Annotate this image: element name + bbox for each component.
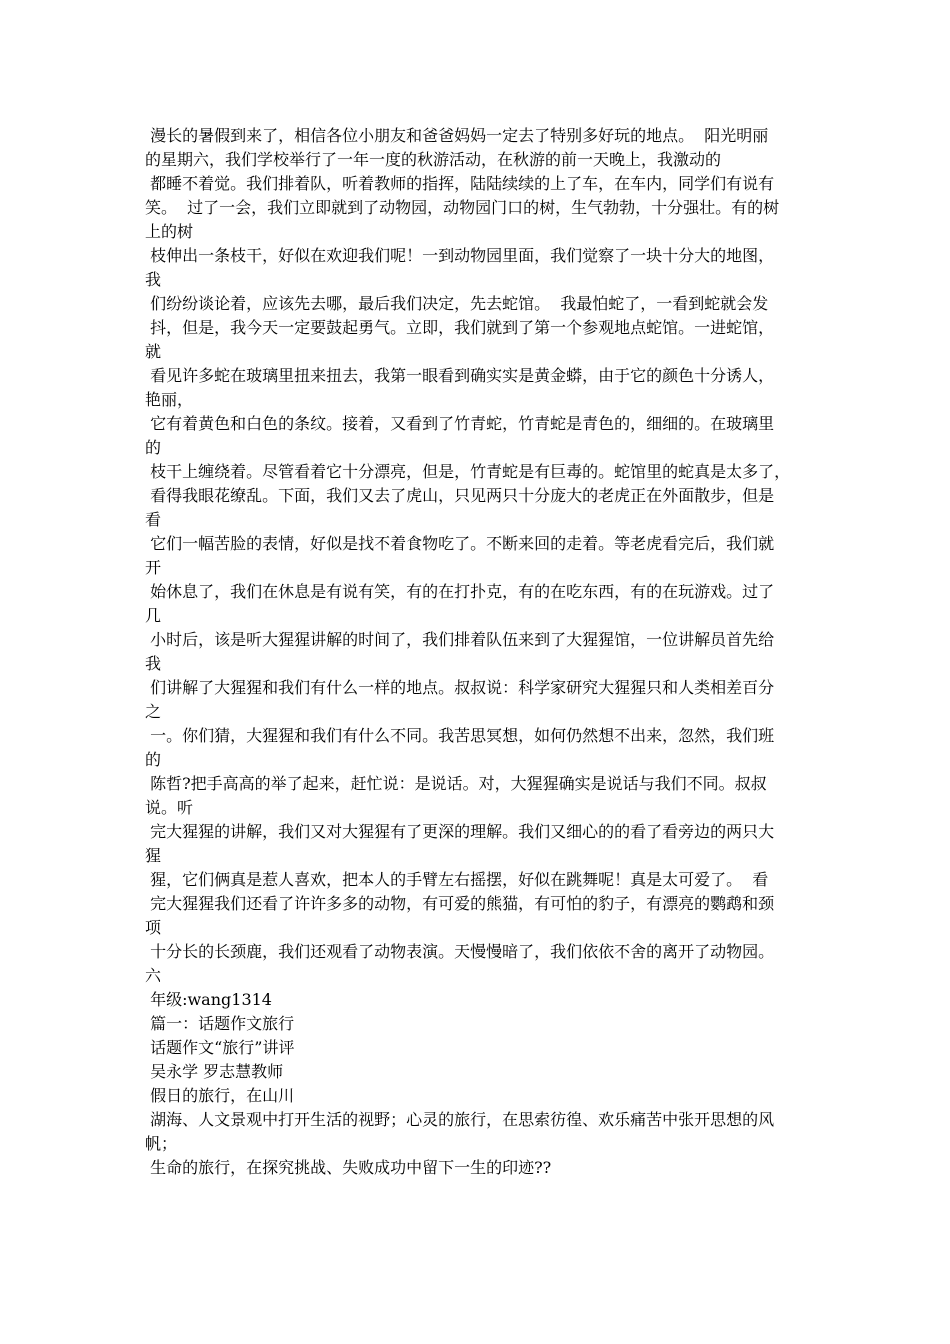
text-line: 抖，但是，我今天一定要鼓起勇气。立即，我们就到了第一个参观地点蛇馆。一进蛇馆， — [145, 318, 775, 337]
text-line: 们纷纷谈论着，应该先去哪，最后我们决定，先去蛇馆。 我最怕蛇了，一看到蛇就会发 — [145, 294, 769, 313]
text-line: 艳丽， — [145, 390, 194, 409]
text-line: 小时后，该是听大猩猩讲解的时间了，我们排着队伍来到了大猩猩馆，一位讲解员首先给 — [145, 630, 775, 649]
text-line: 猩，它们俩真是惹人喜欢，把本人的手臂左右摇摆，好似在跳舞呢！真是太可爱了。 看 — [145, 870, 769, 889]
text-line: 的 — [145, 750, 162, 769]
text-line: 生命的旅行，在探究挑战、失败成功中留下一生的印迹?? — [145, 1158, 552, 1177]
text-line: 之 — [145, 702, 162, 721]
text-line: 六 — [145, 966, 162, 985]
text-line: 漫长的暑假到来了，相信各位小朋友和爸爸妈妈一定去了特别多好玩的地点。 阳光明丽 — [145, 126, 769, 145]
text-line: 就 — [145, 342, 162, 361]
text-line: 们讲解了大猩猩和我们有什么一样的地点。叔叔说：科学家研究大猩猩只和人类相差百分 — [145, 678, 775, 697]
text-line: 都睡不着觉。我们排着队，听着教师的指挥，陆陆续续的上了车，在车内，同学们有说有 — [145, 174, 775, 193]
text-line: 笑。 过了一会，我们立即就到了动物园，动物园门口的树，生气勃勃，十分强壮。有的树 — [145, 198, 780, 217]
text-line: 上的树 — [145, 222, 194, 241]
text-line: 吴永学 罗志慧教师 — [145, 1062, 284, 1081]
text-line: 开 — [145, 558, 162, 577]
text-line: 篇一：话题作文旅行 — [145, 1014, 295, 1033]
text-line: 我 — [145, 654, 162, 673]
text-line: 猩 — [145, 846, 162, 865]
text-line: 看得我眼花缭乱。下面，我们又去了虎山，只见两只十分庞大的老虎正在外面散步，但是 — [145, 486, 775, 505]
text-line: 年级:wang1314 — [145, 990, 272, 1009]
text-line: 的 — [145, 438, 162, 457]
document-body — [145, 124, 815, 1180]
text-line: 假日的旅行，在山川 — [145, 1086, 295, 1105]
text-line: 完大猩猩我们还看了许许多多的动物，有可爱的熊猫，有可怕的豹子，有漂亮的鹦鹉和颈 — [145, 894, 775, 913]
text-line: 的星期六，我们学校举行了一年一度的秋游活动，在秋游的前一天晚上，我激动的 — [145, 150, 722, 169]
text-line: 看 — [145, 510, 162, 529]
text-line: 完大猩猩的讲解，我们又对大猩猩有了更深的理解。我们又细心的的看了看旁边的两只大 — [145, 822, 775, 841]
text-line: 始休息了，我们在休息是有说有笑，有的在打扑克，有的在吃东西，有的在玩游戏。过了 — [145, 582, 775, 601]
text-line: 湖海、人文景观中打开生活的视野；心灵的旅行，在思索彷徨、欢乐痛苦中张开思想的风 — [145, 1110, 775, 1129]
text-line: 它有着黄色和白色的条纹。接着，又看到了竹青蛇，竹青蛇是青色的，细细的。在玻璃里 — [145, 414, 775, 433]
text-line: 说。听 — [145, 798, 194, 817]
text-line: 十分长的长颈鹿，我们还观看了动物表演。天慢慢暗了，我们依依不舍的离开了动物园。 — [145, 942, 775, 961]
text-line: 项 — [145, 918, 162, 937]
text-line: 一。你们猜，大猩猩和我们有什么不同。我苦思冥想，如何仍然想不出来，忽然，我们班 — [145, 726, 775, 745]
text-line: 陈哲?把手高高的举了起来，赶忙说：是说话。对，大猩猩确实是说话与我们不同。叔叔 — [145, 774, 767, 793]
text-line: 枝伸出一条枝干，好似在欢迎我们呢！一到动物园里面，我们觉察了一块十分大的地图， — [145, 246, 775, 265]
text-line: 帆； — [145, 1134, 178, 1153]
text-line: 枝干上缠绕着。尽管看着它十分漂亮，但是，竹青蛇是有巨毒的。蛇馆里的蛇真是太多了， — [145, 462, 791, 481]
text-line: 我 — [145, 270, 162, 289]
text-line: 它们一幅苦脸的表情，好似是找不着食物吃了。不断来回的走着。等老虎看完后，我们就 — [145, 534, 775, 553]
text-line: 话题作文“旅行”讲评 — [145, 1038, 295, 1057]
text-line: 看见许多蛇在玻璃里扭来扭去，我第一眼看到确实实是黄金蟒，由于它的颜色十分诱人， — [145, 366, 775, 385]
text-line: 几 — [145, 606, 162, 625]
